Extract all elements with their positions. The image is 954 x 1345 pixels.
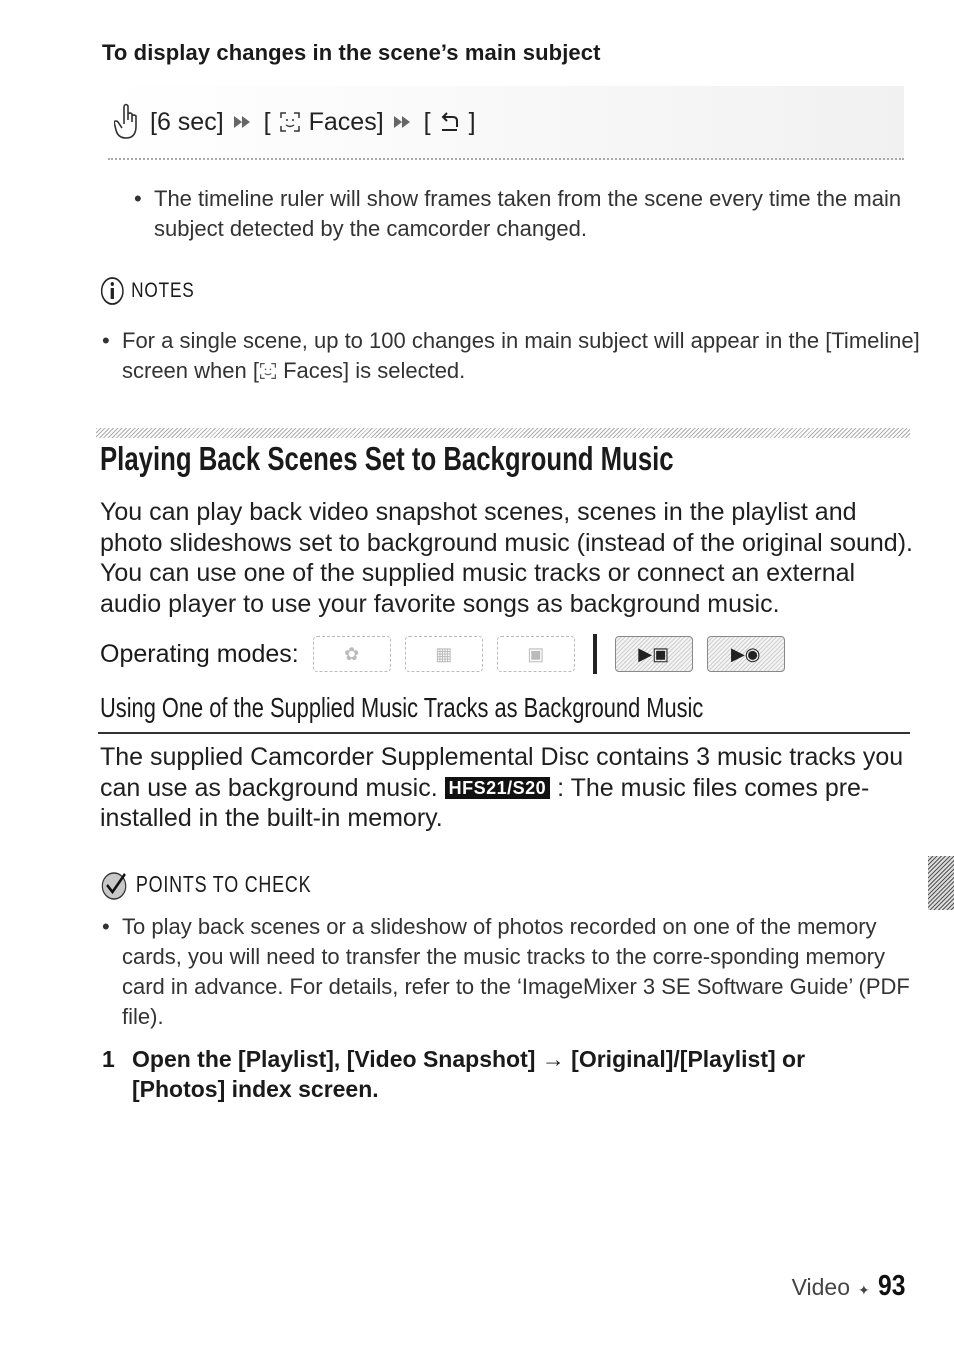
- arrow-next-icon: [232, 113, 256, 131]
- page-number: 93: [877, 1270, 906, 1302]
- op-step-faces-label: Faces]: [308, 107, 384, 136]
- subsection-title: To display changes in the scene’s main subject: [102, 40, 601, 65]
- mode-playback-photo-icon: ▶◉: [707, 636, 785, 672]
- mode-separator: [593, 634, 597, 674]
- notes-bullet: [102, 326, 932, 386]
- op-step-return-open: [: [423, 107, 431, 136]
- footer-separator: ✦: [858, 1282, 870, 1298]
- checkmark-icon: [100, 866, 131, 902]
- points-to-check-bullet: [102, 912, 932, 1032]
- step-text: Open the [Playlist], [Video Snapshot] → [Original]/[Playlist] or [Photos] index screen.: [132, 1046, 806, 1102]
- mode-photo-icon: ▣: [497, 636, 575, 672]
- info-icon: [100, 276, 125, 306]
- timeline-bullet-text: The timeline ruler will show frames taken from the scene every time the main subject detected by the camcorder changed.: [154, 186, 902, 241]
- notes-bullet-text-2: Faces] is selected.: [283, 358, 466, 383]
- section-intro: You can play back video snapshot scenes, scenes in the playlist and photo slideshows set to background music (instead of the original sound). You can use one of the supplied music tracks or connect an external audio player to use your favorite songs as background music.: [100, 498, 913, 618]
- timeline-bullet: [134, 184, 924, 244]
- step-1: [102, 1044, 902, 1104]
- subsection2-text-2: : The music files comes pre-installed in the built-in memory.: [100, 773, 870, 832]
- subsection2-title: Using One of the Supplied Music Tracks as Background Music: [100, 692, 704, 723]
- mode-cinema-icon: ▦: [405, 636, 483, 672]
- notes-bullet-text-1: For a single scene, up to 100 changes in main subject will appear in the [Timeline] screen when [: [122, 328, 920, 383]
- bullet-dot: •: [134, 186, 142, 211]
- model-badge: HFS21/S20: [445, 777, 551, 799]
- chapter-tab: [928, 856, 954, 910]
- hand-touch-icon: [114, 102, 142, 142]
- op-step-return-close: ]: [468, 107, 476, 136]
- subsection2-text: [100, 742, 915, 834]
- arrow-next-icon: [392, 113, 416, 131]
- bullet-dot: •: [102, 328, 110, 353]
- points-to-check-heading: [100, 866, 311, 902]
- section-title: Playing Back Scenes Set to Background Music: [100, 440, 674, 477]
- operation-bar: [108, 86, 904, 160]
- points-to-check-text: To play back scenes or a slideshow of photos recorded on one of the memory cards, you will need to transfer the music tracks to the corre-sponding memory card in advance. For details, refer to the ‘ImageMixer 3 SE Software Guide’ (PDF file).: [122, 914, 910, 1029]
- page-footer: [792, 1270, 910, 1303]
- footer-section: Video: [791, 1274, 850, 1300]
- mode-playback-video-icon: ▶▣: [615, 636, 693, 672]
- notes-heading: [100, 276, 195, 306]
- step-number: 1: [102, 1046, 115, 1072]
- face-detect-icon: [259, 362, 277, 380]
- operating-modes: [100, 634, 785, 674]
- notes-label: NOTES: [131, 279, 195, 302]
- face-detect-icon: [279, 111, 301, 133]
- points-to-check-label: POINTS TO CHECK: [135, 870, 312, 897]
- return-icon: [439, 111, 461, 133]
- op-step-6sec: [6 sec]: [150, 107, 224, 136]
- operating-modes-label: Operating modes:: [100, 639, 299, 668]
- subsection2-text-1: The supplied Camcorder Supplemental Disc contains 3 music tracks you can use as background music.: [100, 743, 904, 802]
- mode-auto-icon: ✿: [313, 636, 391, 672]
- op-step-faces-open: [: [263, 107, 271, 136]
- section-divider: [96, 428, 910, 438]
- bullet-dot: •: [102, 914, 110, 939]
- subsection2-rule: [98, 732, 910, 734]
